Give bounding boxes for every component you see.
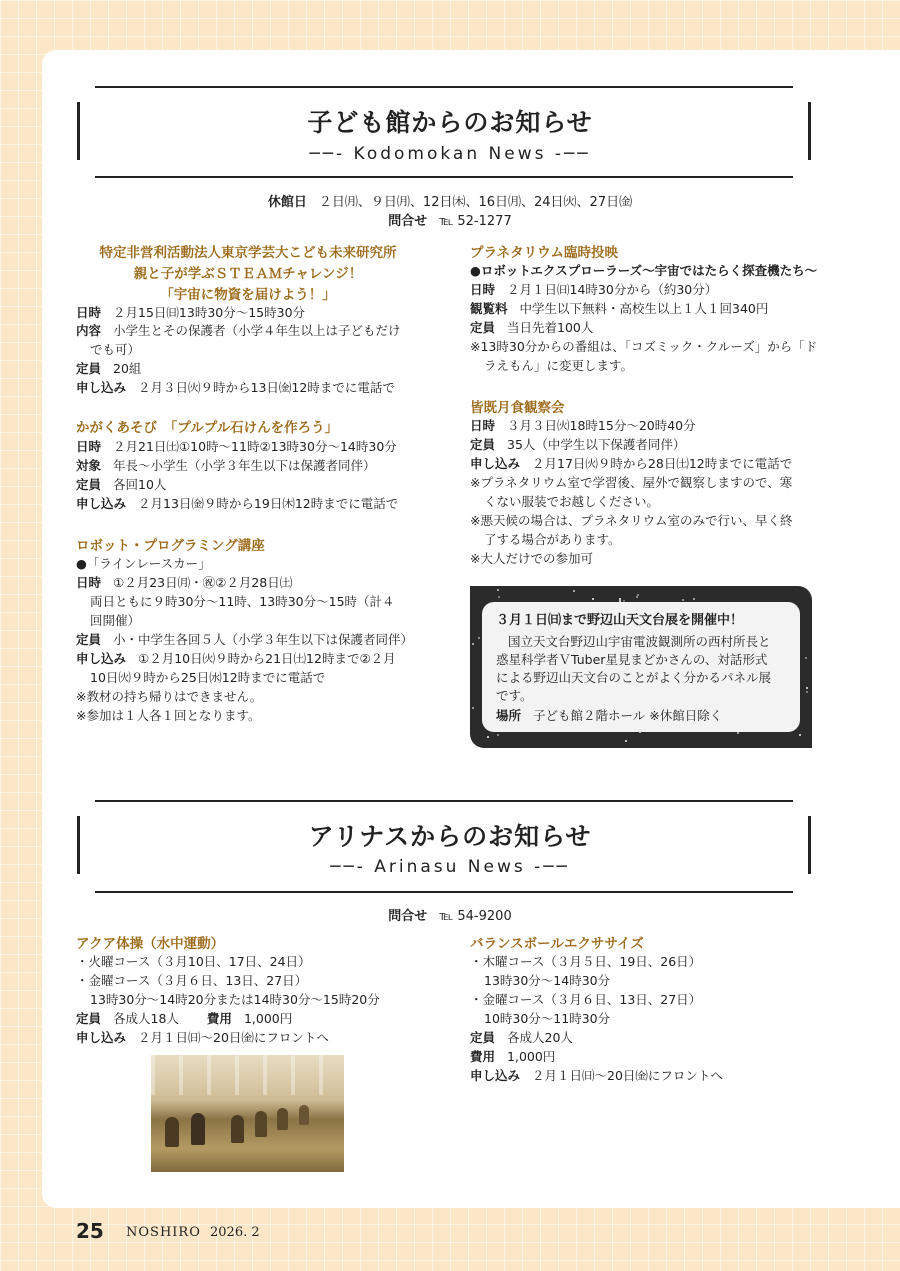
- star-dot: [805, 657, 807, 659]
- star-dot: [472, 643, 474, 645]
- steam-content-cont: でも可）: [90, 342, 141, 357]
- steam-subtitle: 「宇宙に物資を届けよう！」: [160, 287, 336, 303]
- kagaku-title: かがくあそび 「プルプル石けんを作ろう」: [76, 420, 339, 436]
- swimmer-figure: [255, 1111, 267, 1137]
- aqua-title: アクア体操（水中運動）: [76, 936, 225, 952]
- steam-apply: 申し込み ２月３日㈫９時から13日㈮12時までに電話で: [76, 380, 395, 395]
- planetarium-date: 日時 ２月１日㈰14時30分から（約30分）: [470, 282, 718, 297]
- swimmer-figure: [165, 1117, 179, 1147]
- arinasu-title: アリナスからのお知らせ: [308, 822, 592, 851]
- robot-apply: 申し込み ①２月10日㈫９時から21日㈯12時まで②２月: [76, 651, 396, 666]
- eclipse-note-3: ※悪天候の場合は、プラネタリウム室のみで行い、早く終: [470, 513, 793, 528]
- robot-date-cont2: 回開催）: [90, 613, 141, 628]
- star-dot: [682, 599, 684, 601]
- eclipse-apply: 申し込み ２月17日㈫９時から28日㈯12時までに電話で: [470, 456, 793, 471]
- kagaku-target: 対象 年長～小学生（小学３年生以下は保護者同伴）: [76, 458, 376, 473]
- robot-date-cont: 両日ともに９時30分～11時、13時30分～15時（計４: [90, 594, 395, 609]
- aqua-course-2: ・金曜コース（３月６日、13日、27日）: [76, 973, 308, 988]
- star-dot: [737, 732, 739, 734]
- closed-days: 休館日 ２日㈪、９日㈪、12日㈭、16日㈪、24日㈫、27日㈮: [267, 195, 633, 210]
- planetarium-fee: 観覧料 中学生以下無料・高校生以上１人１回340円: [470, 301, 769, 316]
- star-dot: [806, 687, 808, 689]
- robot-apply-cont: 10日㈫９時から25日㈬12時までに電話で: [90, 670, 326, 685]
- star-dot: [487, 736, 489, 738]
- swimmer-figure: [191, 1113, 205, 1145]
- steam-org: 特定非営利活動法人東京学芸大こども未来研究所: [99, 245, 397, 261]
- arinasu-rule-top: [95, 800, 793, 802]
- kodomokan-subtitle: ──- Kodomokan News -──: [309, 144, 591, 164]
- magazine-name: NOSHIRO: [126, 1225, 201, 1240]
- aqua-time: 13時30分～14時20分または14時30分～15時20分: [90, 992, 380, 1007]
- exhibit-line-3: による野辺山天文台のことがよく分かるパネル展: [496, 670, 772, 685]
- balance-apply: 申し込み ２月１日㈰～20日㈮にフロントへ: [470, 1068, 723, 1083]
- steam-title: 親と子が学ぶＳＴＥＡＭチャレンジ！: [133, 266, 363, 282]
- balance-capacity: 定員 各成人20人: [470, 1030, 573, 1045]
- eclipse-note-2: くない服装でお越しください。: [484, 494, 660, 509]
- aqua-photo: [151, 1055, 344, 1172]
- header-rule-top: [95, 86, 793, 88]
- robot-course: ●「ラインレースカー」: [76, 556, 211, 571]
- header-rule-bottom: [95, 176, 793, 178]
- arinasu-subtitle: ──- Arinasu News -──: [330, 857, 570, 877]
- exhibit-box: [470, 586, 812, 748]
- exhibit-place: 場所 子ども館２階ホール ※休館日除く: [496, 708, 723, 723]
- swimmer-figure: [299, 1105, 309, 1125]
- aqua-capacity-fee: 定員 各成人18人 費用 1,000円: [76, 1011, 293, 1026]
- aqua-course-1: ・火曜コース（３月10日、17日、24日）: [76, 954, 311, 969]
- planetarium-note-1: ※13時30分からの番組は、「コズミック・クルーズ」から「ド: [470, 339, 818, 354]
- steam-content: 内容 小学生とその保護者（小学４年生以上は子どもだけ: [76, 323, 401, 338]
- swimmer-figure: [231, 1115, 244, 1143]
- kagaku-date: 日時 ２月21日㈯①10時～11時②13時30分～14時30分: [76, 439, 397, 454]
- balance-title: バランスボールエクササイズ: [470, 936, 644, 952]
- star-dot: [693, 598, 695, 600]
- star-dot: [806, 691, 808, 693]
- robot-title: ロボット・プログラミング講座: [76, 538, 265, 554]
- eclipse-note-1: ※プラネタリウム室で学習後、屋外で観察しますので、寒: [470, 475, 793, 490]
- kodomokan-title: 子ども館からのお知らせ: [307, 108, 593, 137]
- kodomokan-contact: 問合せ ℡ 52-1277: [388, 214, 512, 229]
- aqua-apply: 申し込み ２月１日㈰～20日㈮にフロントへ: [76, 1030, 329, 1045]
- swimmer-figure: [277, 1108, 288, 1130]
- balance-time-2: 10時30分～11時30分: [484, 1011, 611, 1026]
- star-dot: [478, 637, 480, 639]
- robot-note-1: ※教材の持ち帰りはできません。: [76, 689, 263, 704]
- star-dot: [636, 596, 638, 598]
- star-dot: [592, 598, 594, 600]
- exhibit-line-4: です。: [496, 688, 533, 703]
- arinasu-rule-bottom: [95, 891, 793, 893]
- exhibit-title: ３月１日㈰まで野辺山天文台展を開催中！: [496, 613, 744, 628]
- star-dot: [497, 734, 499, 736]
- star-dot: [498, 596, 500, 598]
- star-dot: [497, 589, 499, 591]
- star-dot: [573, 590, 575, 592]
- eclipse-note-5: ※大人だけでの参加可: [470, 551, 593, 566]
- star-dot: [799, 734, 801, 736]
- planetarium-capacity: 定員 当日先着100人: [470, 320, 594, 335]
- eclipse-capacity: 定員 35人（中学生以下保護者同伴）: [470, 437, 686, 452]
- steam-capacity: 定員 20組: [76, 361, 142, 376]
- balance-course-1: ・木曜コース（３月５日、19日、26日）: [470, 954, 702, 969]
- window-frames: [151, 1055, 344, 1095]
- star-dot: [472, 707, 474, 709]
- arinasu-contact: 問合せ ℡ 54-9200: [388, 909, 512, 924]
- star-dot: [625, 740, 627, 742]
- star-dot: [619, 598, 621, 600]
- issue-date: 2026. 2: [210, 1225, 260, 1240]
- planetarium-note-2: ラえもん」に変更します。: [484, 358, 634, 373]
- exhibit-line-2: 惑星科学者ＶTuber星見まどかさんの、対話形式: [496, 652, 768, 667]
- planetarium-program: ●ロボットエクスプローラーズ～宇宙ではたらく探査機たち～: [470, 263, 818, 278]
- planetarium-title: プラネタリウム臨時投映: [470, 245, 618, 261]
- balance-time-1: 13時30分～14時30分: [484, 973, 611, 988]
- robot-note-2: ※参加は１人各１回となります。: [76, 708, 261, 723]
- eclipse-title: 皆既月食観察会: [470, 400, 565, 416]
- kagaku-capacity: 定員 各回10人: [76, 477, 167, 492]
- exhibit-panel: [482, 602, 800, 732]
- page-number: 25: [76, 1219, 104, 1243]
- exhibit-line-1: 国立天文台野辺山宇宙電波観測所の西村所長と: [508, 634, 771, 649]
- balance-course-2: ・金曜コース（３月６日、13日、27日）: [470, 992, 702, 1007]
- robot-date: 日時 ①２月23日㈪・㊗②２月28日㈯: [76, 575, 293, 590]
- balance-fee: 費用 1,000円: [470, 1049, 556, 1064]
- eclipse-note-4: 了する場合があります。: [484, 532, 621, 547]
- eclipse-date: 日時 ３月３日㈫18時15分～20時40分: [470, 418, 696, 433]
- kagaku-apply: 申し込み ２月13日㈮９時から19日㈭12時までに電話で: [76, 496, 399, 511]
- steam-date: 日時 ２月15日㈰13時30分～15時30分: [76, 305, 306, 320]
- robot-capacity: 定員 小・中学生各回５人（小学３年生以下は保護者同伴）: [76, 632, 414, 647]
